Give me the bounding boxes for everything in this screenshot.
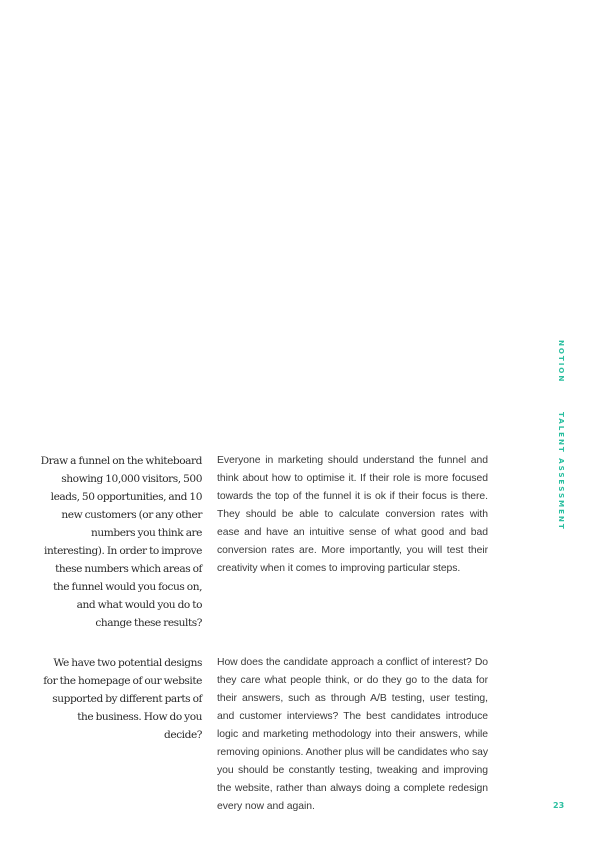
brand-label: NOTION (557, 340, 566, 384)
page-number: 23 (553, 801, 565, 810)
answer-text: How does the candidate approach a conflict of interest? Do they care what people think, or do they go to the data for their answers, such as through A/B testing, user testing, and customer interviews? The best candidates introduce logic and marketing methodology into their answers, while removing opinions. Another plus will be candidates who say you should be constantly testing, tweaking and improving the website, rather than always doing a complete redesign every now and again. (217, 657, 488, 812)
question-text: We have two potential designs for the homepage of our website supported by different parts of the business. How do you decide? (43, 657, 202, 741)
section-label: TALENT ASSESSMENT (557, 412, 566, 531)
question-text: Draw a funnel on the whiteboard showing 10,000 visitors, 500 leads, 50 opportunities, and 10 new customers (or any other numbers you think are interesting). In order to improve these numbers which areas of the funnel would you focus on, and what would you do to change these results? (40, 455, 202, 629)
answer-text: Everyone in marketing should understand the funnel and think about how to optimise it. If their role is more focused towards the top of the funnel it is ok if their focus is there. They should be able to calculate conversion rates with ease and have an intuitive sense of what good and bad conversion rates are. More importantly, you will test their creativity when it comes to improving particular steps. (217, 455, 488, 574)
